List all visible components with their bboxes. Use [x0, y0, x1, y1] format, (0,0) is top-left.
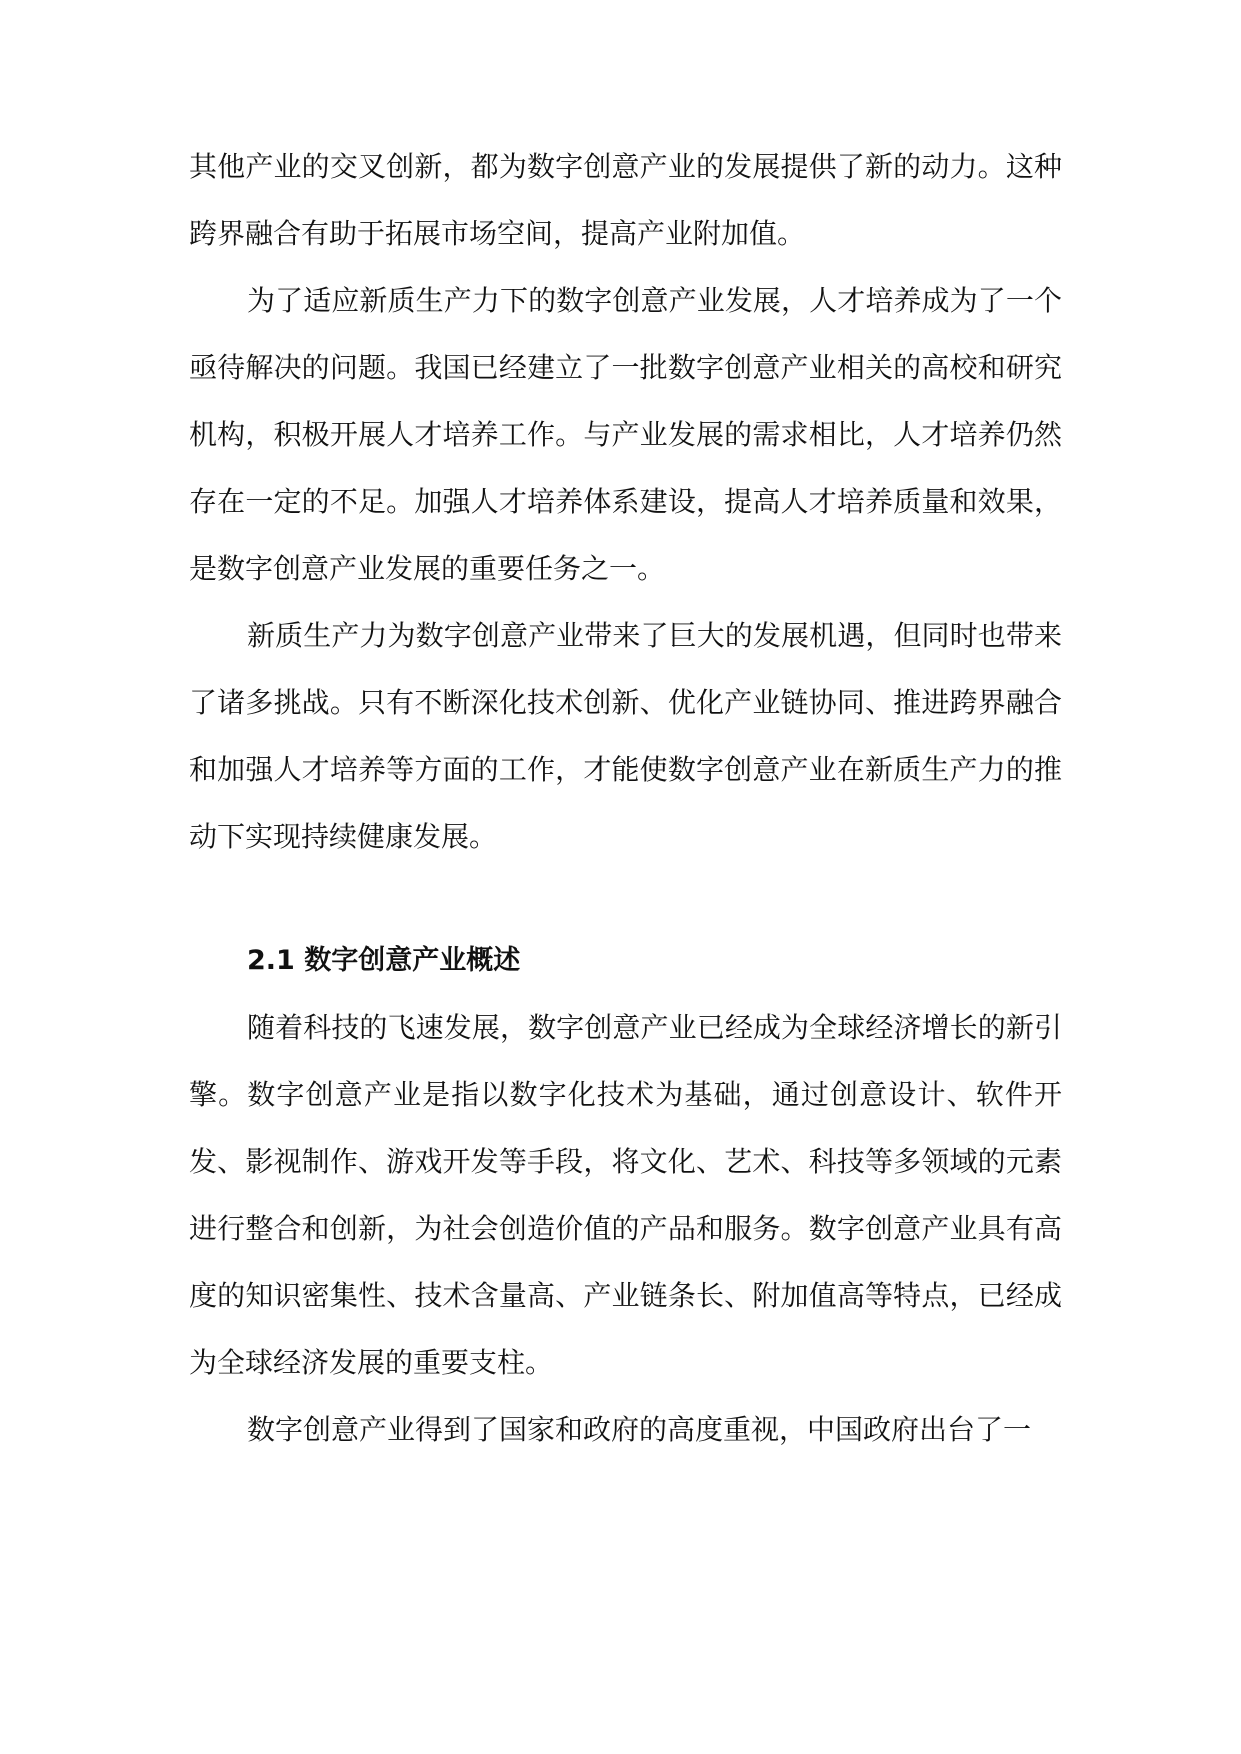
paragraph-industry-overview: 随着科技的飞速发展，数字创意产业已经成为全球经济增长的新引擎。数字创意产业是指以数字化技术为基础，通过创意设计、软件开发、影视制作、游戏开发等手段，将文化、艺术、科技等多领域的元素进行整合和创新，为社会创造价值的产品和服务。数字创意产业具有高度的知识密集性、技术含量高、产业链条长、附加值高等特点，已经成为全球经济发展的重要支柱。: [189, 1011, 1062, 1379]
paragraph-continued: 其他产业的交叉创新，都为数字创意产业的发展提供了新的动力。这种跨界融合有助于拓展市场空间，提高产业附加值。: [189, 150, 1062, 250]
paragraph-opportunities-challenges: 新质生产力为数字创意产业带来了巨大的发展机遇，但同时也带来了诸多挑战。只有不断深化技术创新、优化产业链协同、推进跨界融合和加强人才培养等方面的工作，才能使数字创意产业在新质生产力的推动下实现持续健康发展。: [189, 619, 1062, 853]
document-body: [189, 133, 1062, 1463]
paragraph-government-support: 数字创意产业得到了国家和政府的高度重视，中国政府出台了一: [247, 1413, 1032, 1446]
paragraph-talent-training: 为了适应新质生产力下的数字创意产业发展，人才培养成为了一个亟待解决的问题。我国已经建立了一批数字创意产业相关的高校和研究机构，积极开展人才培养工作。与产业发展的需求相比，人才培养仍然存在一定的不足。加强人才培养体系建设，提高人才培养质量和效果，是数字创意产业发展的重要任务之一。: [189, 284, 1062, 585]
section-heading: 2.1 数字创意产业概述: [247, 945, 521, 976]
